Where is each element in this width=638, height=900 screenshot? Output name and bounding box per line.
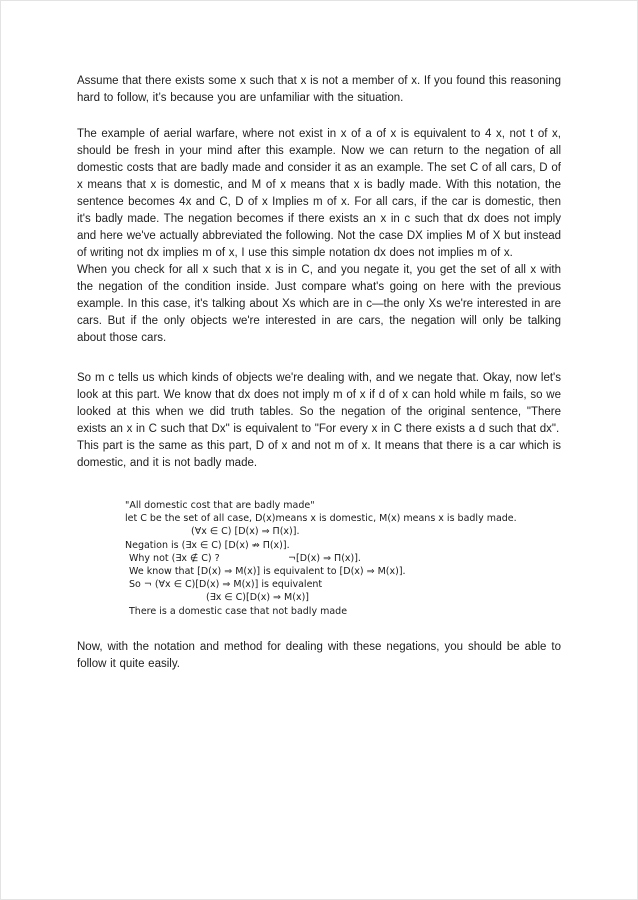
- paragraph-assume: Assume that there exists some x such that x is not a member of x. If you found this reasoning hard to follow, it’s because you are unfamiliar with the situation.: [77, 75, 561, 104]
- closing-paragraph: Now, with the notation and method for dealing with these negations, you should be able to follow it quite easily.: [77, 640, 561, 670]
- notes-why-not-question: Why not (∃x ∉ C) ?: [129, 552, 220, 564]
- paragraph-this-part: This part is the same as this part, D of x and not m of x. It means that there is a car which is domestic, and it is not badly made.: [77, 440, 561, 469]
- notes-negation-line: Negation is (∃x ∈ C) [D(x) ⇏ Π(x)].: [125, 539, 290, 551]
- notes-formula-existential: (∃x ∈ C)[D(x) ⇒ M(x)]: [206, 592, 309, 604]
- notes-negated-implication: ¬[D(x) ⇒ Π(x)].: [288, 552, 361, 564]
- notes-formula-universal: (∀x ∈ C) [D(x) ⇒ Π(x)].: [191, 526, 300, 538]
- notes-we-know-line: We know that [D(x) ⇒ M(x)] is equivalent to [D(x) ⇒ M(x)].: [129, 566, 406, 578]
- paragraph-when-you-check: When you check for all x such that x is in C, and you negate it, you get the set of all x with the negation of the condition inside. Just compare what's going on here with the previous example. In this case, it's talking about Xs which are in c—the only Xs we're interested in are cars. But if the only objects we're interested in are cars, the negation will only be talking about those cars.: [77, 264, 561, 344]
- document-content: [77, 73, 561, 673]
- paragraph-aerial-warfare: The example of aerial warfare, where not exist in x of a of x is equivalent to 4 x, not t of x, should be fresh in your mind after this example. Now we can return to the negation of all domestic costs that are badly made and consider it as an example. The set C of all cars, D of x means that x is domestic, and M of x means that x is badly made. With this notation, the sentence becomes 4x and C, D of x Implies m of x. For all cars, if the car is domestic, then it's badly made. The negation becomes if there exists an x in c such that dx does not imply and here we've actually abbreviated the following. Not the case DX implies M of X but instead of writing not dx implies m of x, I use this simple notation dx does not implies m of x.: [77, 128, 561, 259]
- notes-conclusion-line: There is a domestic case that not badly made: [129, 605, 348, 617]
- notes-definition-line: let C be the set of all case, D(x)means x is domestic, M(x) means x is badly made.: [125, 513, 517, 525]
- notes-why-not-line: [125, 552, 561, 565]
- notes-title-line: "All domestic cost that are badly made": [125, 500, 315, 511]
- notes-so-equivalent-line: So ¬ (∀x ∈ C)[D(x) ⇒ M(x)] is equivalent: [129, 579, 323, 591]
- paragraph-so-mc-tells: So m c tells us which kinds of objects we're dealing with, and we negate that. Okay, now let's look at this part. We know that dx does not imply m of x if d of x can hold while m fails, so we looked at this when we did truth tables. So the negation of the original sentence, "There exists an x in C such that Dx" is equivalent to "For every x in C there exists a d such that dx".: [77, 372, 561, 435]
- notation-figure: [125, 499, 561, 618]
